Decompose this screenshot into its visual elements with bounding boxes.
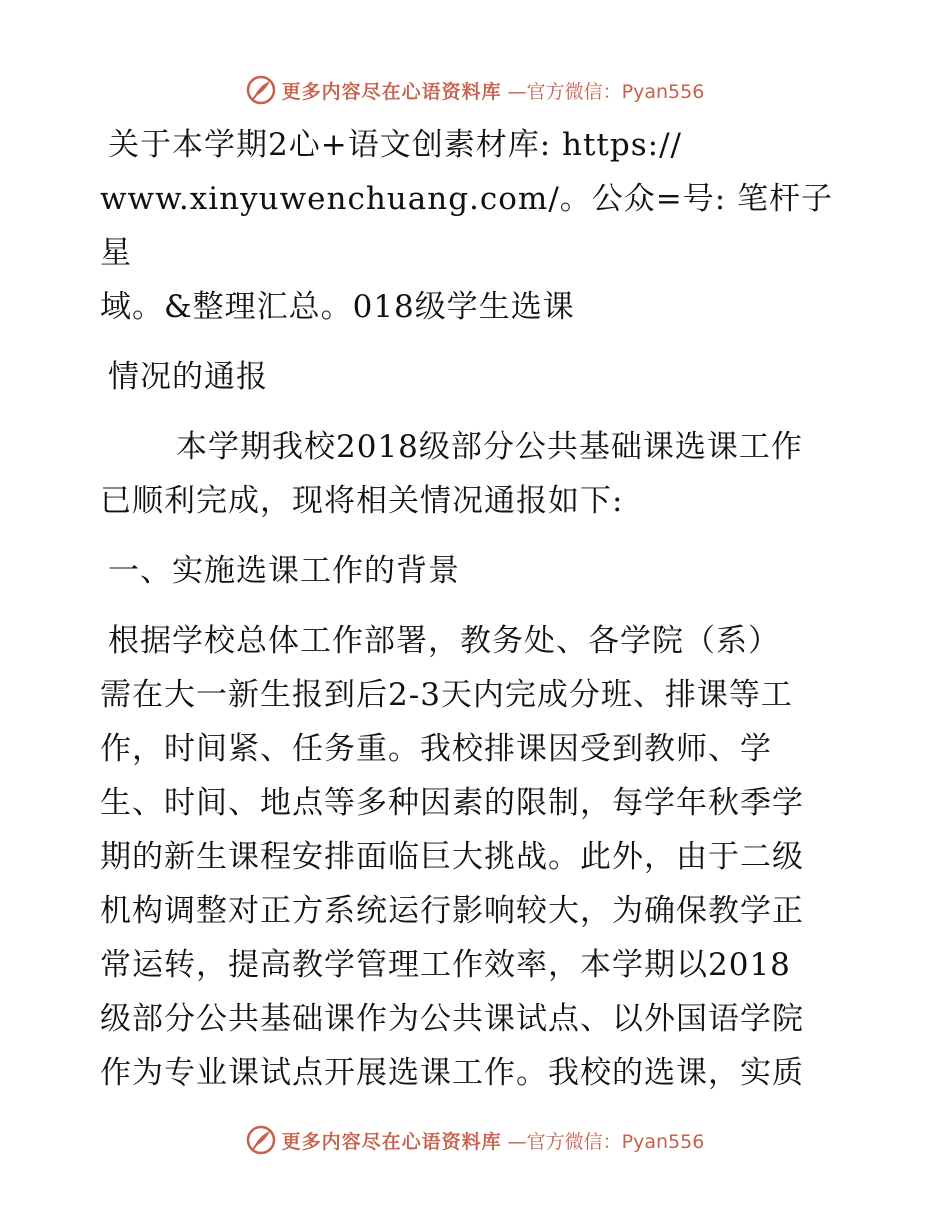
section-heading: 一、实施选课工作的背景 bbox=[108, 553, 460, 589]
title-line-2: www.xinyuwenchuang.com/。公众=号: 笔杆子星 bbox=[100, 181, 834, 271]
intro-line-1: 本学期我校2018级部分公共基础课选课工作 bbox=[176, 429, 803, 465]
quill-logo-icon bbox=[246, 75, 276, 105]
document-body bbox=[100, 118, 850, 1100]
title-line-3: 域。&整理汇总。018级学生选课 bbox=[100, 289, 575, 325]
body-line-9: 作为专业课试点开展选课工作。我校的选课，实质 bbox=[100, 1055, 804, 1091]
title-line-1: 关于本学期2心+语文创素材库: https:// bbox=[108, 127, 682, 163]
intro-line-2: 已顺利完成，现将相关情况通报如下: bbox=[100, 483, 624, 519]
body-line-1: 根据学校总体工作部署，教务处、各学院（系） bbox=[108, 623, 780, 659]
watermark-main-text: 更多内容尽在心语资料库 bbox=[281, 1130, 502, 1153]
body-line-6: 机构调整对正方系统运行影响较大，为确保教学正 bbox=[100, 893, 804, 929]
body-line-2: 需在大一新生报到后2-3天内完成分班、排课等工 bbox=[100, 677, 793, 713]
document-title-block bbox=[100, 118, 850, 334]
watermark-suffix-text: —官方微信：Pyan556 bbox=[507, 1130, 705, 1153]
quill-logo-icon bbox=[246, 1125, 276, 1155]
watermark-suffix-text: —官方微信：Pyan556 bbox=[507, 80, 705, 103]
body-line-7: 常运转，提高教学管理工作效率，本学期以2018 bbox=[100, 947, 791, 983]
body-line-4: 生、时间、地点等多种因素的限制，每学年秋季学 bbox=[100, 785, 804, 821]
watermark-bottom bbox=[0, 1120, 950, 1160]
watermark-top bbox=[0, 70, 950, 110]
body-line-5: 期的新生课程安排面临巨大挑战。此外，由于二级 bbox=[100, 839, 804, 875]
title-tail: 情况的通报 bbox=[108, 359, 268, 395]
body-paragraph bbox=[100, 614, 850, 1100]
body-line-3: 作，时间紧、任务重。我校排课因受到教师、学 bbox=[100, 731, 772, 767]
watermark-main-text: 更多内容尽在心语资料库 bbox=[281, 80, 502, 103]
body-line-8: 级部分公共基础课作为公共课试点、以外国语学院 bbox=[100, 1001, 804, 1037]
intro-paragraph bbox=[100, 420, 850, 528]
